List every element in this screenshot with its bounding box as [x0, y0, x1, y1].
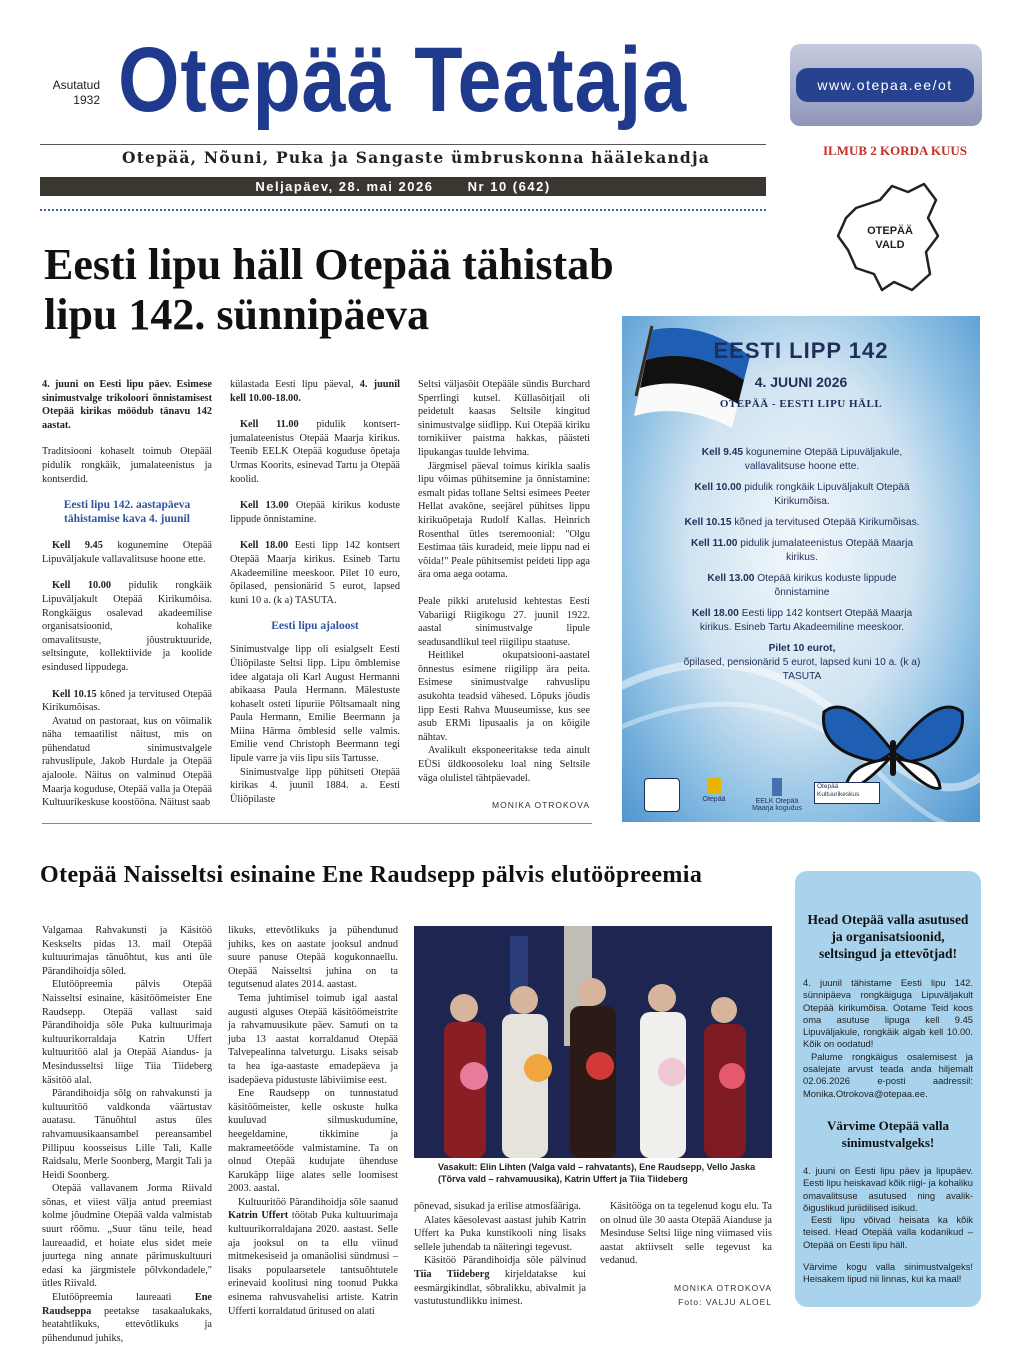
sidebar-text-2: 4. juuni on Eesti lipu päev ja lipupäev. Eesti lipu heiskavad kõik riigi- ja kohaliku omavalitsuse asutused ning avalik-õiguslikud juriidilised isikud. Eesti lipu võivad heisata ka kõik teised. Head Otepää valla kodanikud – Otepää on Eesti lipu häll. Värvime kogu valla sinimustvalgeks! Heisakem lipud nii linnas, kui ka maal! [803, 1165, 973, 1285]
poster-schedule [682, 446, 922, 691]
article2-column-4: Käsitööga on ta tegelenud kogu elu. Ta on olnud üle 30 aasta Otepää Aianduse ja Mesinduse Seltsi liige ning viimased viis aastat aktiivselt selle tegevust ka vedanud. MONIKA OTROKOVA Foto: VALJU ALOEL [600, 1200, 772, 1309]
group-photo-image [414, 926, 772, 1158]
newspaper-subtitle: Otepää, Nõuni, Puka ja Sangaste ümbruskonna häälekandja [122, 148, 711, 167]
coat-of-arms-icon [644, 778, 680, 812]
poster-subtitle: OTEPÄÄ - EESTI LIPU HÄLL [719, 398, 883, 410]
byline: MONIKA OTROKOVA [674, 1282, 772, 1293]
church-logo: EELK Otepää Maarja kogudus [752, 778, 802, 812]
article2-column-1: Valgamaa Rahvakunsti ja Käsitöö Keskselts pidas 13. mail Otepää kultuurimajas tänuõhtut, kus anti üle Pärandihoidja sõled. Elutööpreemia pälvis Otepää Naisseltsi esinaine, käsitöömeister Ene Raudsepp. Otepää vallast said Pärandihoidja sõle Puka kultuurimaja kultuurikorraldaja Katrin Uffert kultuuritöö alal ja Otepää Aiandus- ja Mesindusseltsi liige Tiia Tiideberg käsitöö alal. Pärandihoidja sõlg on rahvakunsti ja kultuuritöö valdkonda väärtustav auatasu. Tänuõhtul astus üles rahvamuusikaansambel pereansambel Pillipuu koosseisus Lille Tali, Kalle Raidsalu, Merle Soonberg, Margit Tali ja Heidi Soonberg. Otepää vallavanem Jorma Riivald sõnas, et viiest välja antud preemiast kolme jõudmine Otepää valda valmistab suurt rõõmu. „Suur tänu teile, head laureaadid, et hoiate elus sidet meie juurtega ning annate pärimuskultuuri edasi ka järgmistele põlvkondadele," ütles Riivald. Elutööpreemia laureaati Ene Raudseppa peetakse tasakaalukaks, heatahtlikuks, ettevõtlikuks ja pühendunud juhiks, [42, 925, 212, 1344]
poster-item: Kell 10.00 pidulik rongkäik Lipuväljakult Otepää Kirikumõisa. [694, 482, 910, 507]
article-column-2: külastada Eesti lipu päeval, 4. juunil kell 10.00-18.00. Kell 11.00 pidulik kontsert-jumalateenistus Otepää Maarja kirikus. Teenib EELK Otepää koguduse õpetaja Urmas Koorits, esinevad Tartu ja Otepää koolid. Kell 13.00 Otepää kirikus koduste lippude õnnistamine. Kell 18.00 Eesti lipp 142 kontsert Otepää Maarja kirikus. Esineb Tartu Akadeemiline meeskoor. Pilet 10 euro, õpilased, pensionärid 5 eurot, lapsed kuni 10 a. (k a) TASUTA. Eesti lipu ajaloost Sinimustvalge lipp oli esialgselt Eesti Üliõpilaste Seltsi lipp. Lipu õmblemise idee algataja oli Karl August Hermanni abikaasa Paula Hermann. Mälestuste kohaselt osteti lipuriie Põltsamaalt ning Paula Hermann, Emilie Beermann ja Miina Härma õmblesid selle valmis. Emilie vend Christoph Beermann tegi lipule varre ja viis lipu siis Tartusse. Sinimustvalge lipp pühitseti Otepää kirikas 4. juunil 1884. a. Eesti Üliõpilaste [230, 379, 401, 805]
schedule-subheading: Eesti lipu 142. aastapäeva tähistamise kava 4. juunil [63, 499, 191, 526]
poster-title: EESTI LIPP 142 [713, 338, 889, 363]
divider [42, 823, 592, 824]
issue-number: Nr 10 (642) [467, 179, 551, 194]
award-photo [414, 926, 772, 1158]
sidebar-heading: Head Otepää valla asutused ja organisatsioonid, seltsingud ja ettevõtjad! [807, 912, 969, 961]
newspaper-title: Otepää Teataja [118, 29, 688, 131]
article-headline: Eesti lipu häll Otepää tähistab lipu 142. sünnipäeva [44, 240, 614, 339]
frequency-label: ILMUB 2 KORDA KUUS [822, 143, 968, 158]
article2-column-2: likuks, ettevõtlikuks ja pühendunud juhiks, kes on aastate jooksul andnud suure panuse Otepää kogukonnaellu. Otepää Naisseltsi juhina on ta tegutsenud alates 2014. aastast. Tema juhtimisel toimub igal aastal augusti alguses Otepää käsitöömeistrite ja rahvamuusikute päev. Samuti on ta juba 13 aastat korraldanud Otepää Talvepealinna talveturgu. Lisaks seisab ta hea iga-aastaste emadepäeva ja isadepäeva pidustuste läbiviimise eest. Ene Raudsepp on tunnustatud käsitöömeister, kelle oskuste hulka kuuluvad silmuskudumine, heegeldamine, tikkimine ja makrameetööde valmistamine. Ta on olnud Otepää kudujate ühenduse Karukäpp liige alates selle loomisest 2003. aastal. Kultuuritöö Pärandihoidja sõle saanud Katrin Uffert töötab Puka kultuurimaja kultuurikorraldajana 2020. aastast. Selle aja jooksul on ta ellu viinud mitmekesiseid ja omanäolisi sündmusi – lisaks populaarsetele tantsuõhtutele erinevaid koolitusi ning toonud Pukka esinema rahvusvahelisi artiste. Katrin Ufferti korraldatud üritused on alati [228, 925, 398, 1317]
dotted-divider [40, 209, 766, 211]
established-label: Asutatud 1932 [52, 78, 100, 107]
sidebar-text: 4. juunil tähistame Eesti lipu 142. sünnipäeva rongkäiguga Lipuväljakult Otepää kirikumõisa. Ootame Teid koos oma asutuse lipuga kell 9.45 Lipuväljakule, rongkäik algab kell 10.00. Kõik on oodatud! Palume rongkäigus osalemisest ja osalejate arvust teada anda hiljemalt 02.06.2026 e-posti aadressil: Monika.Otrokova@otepaa.ee. [803, 977, 973, 1099]
poster-logos [644, 778, 964, 812]
event-poster [622, 316, 980, 822]
poster-date: 4. JUUNI 2026 [754, 374, 848, 390]
history-subheading: Eesti lipu ajaloost [271, 620, 359, 633]
culture-center-logo: Otepää Kultuurikeskus [814, 782, 880, 804]
poster-item: Kell 11.00 pidulik jumalateenistus Otepää Maarja kirikus. [691, 538, 913, 563]
photo-credit: Foto: VALJU ALOEL [678, 1296, 772, 1307]
sidebar-notice [795, 871, 981, 1307]
poster-item: Kell 13.00 Otepää kirikus koduste lippude õnnistamine [707, 573, 897, 598]
photo-caption: Vasakult: Elin Lihten (Valga vald – rahvatants), Ene Raudsepp, Vello Jaska (Tõrva vald – rahvamuusika), Katrin Uffert ja Tiia Tiideberg [438, 1162, 756, 1184]
article2-column-3: põnevad, sisukad ja erilise atmosfääriga. Alates käesolevast aastast juhib Katrin Uffert ka Puka kunstikooli ning lisaks sellele juhendab ta näiteringi tegevust. Käsitöö Pärandihoidja sõle pälvinud Tiia Tiideberg kirjeldatakse kui eesmärgikindlat, sõbralikku, abivalmit ja vastutustundlikku inimest. [414, 1201, 586, 1308]
otepaa-logo: Otepää [694, 778, 734, 803]
date-bar [40, 177, 766, 196]
website-link[interactable]: www.otepaa.ee/ot [796, 68, 974, 102]
divider [40, 144, 766, 145]
poster-item: Kell 18.00 Eesti lipp 142 kontsert Otepää Maarja kirikus. Esineb Tartu Akadeemiline meeskoor. [691, 608, 913, 633]
poster-item: Kell 10.15 kõned ja tervitused Otepää Kirikumõisas. [684, 517, 920, 528]
article2-headline: Otepää Naisseltsi esinaine Ene Raudsepp pälvis elutööpreemia [40, 862, 703, 888]
byline: MONIKA OTROKOVA [492, 800, 590, 811]
issue-date: Neljapäev, 28. mai 2026 [255, 179, 434, 194]
sidebar-heading-2: Värvime Otepää valla sinimustvalgeks! [826, 1118, 950, 1150]
article-column-1: 4. juuni on Eesti lipu päev. Esimese sinimustvalge trikoloori õnnistamisest Otepää kirikas möödub tänavu 142 aastat. Traditsiooni kohaselt toimub Otepääl pidulik rongkäik, jumalateenistus ja kontserdid. Eesti lipu 142. aastapäeva tähistamise kava 4. juunil Kell 9.45 kogunemine Otepää Lipuväljakule vallavalitsuse hoone ette. Kell 10.00 pidulik rongkäik Lipuväljakult Otepää Kirikumõisa. Rongkäigus osalevad akadeemilise organisatsioonid, kohalike omavalitsuste, jõustruktuuride, seltsingute, kollektiivide ja koolide esindused lippudega. Kell 10.15 kõned ja tervitused Otepää Kirikumõisas. Avatud on pastoraat, kus on võimalik näha temaatilist näitust, mis on pühendatud sinimustvalgele rahvuslipule, Jakob Hurdale ja Otepää ajaloole. Näitus on valminud Otepää Maarja koguduse, Otepää valla ja Otepää Kultuurikeskuse koostööna. Näitust saab [42, 379, 212, 809]
poster-item: Kell 9.45 kogunemine Otepää Lipuväljakule, vallavalitsuse hoone ette. [701, 447, 903, 472]
article-column-3: Seltsi väljasõit Otepääle sündis Burchard Sperrlingi kutsel. Küllasõitjail oli peidetult kaasas Seltsile kingitud sinimustvalge siidlipp. Kui Otepää kiriku tornikiiver paistma hakkas, päästeti lipukangas tuulde lehvima. Järgmisel päeval toimus kirikla saalis lipu võimas pühitsemine ja õnnistamine: esmalt pidas tollane Seltsi esimees Peeter Hellat avakõne, seejärel pühitses lippu kirikuõpetaja Rudolf Kallas. Heinrich Rosenthal ütles tseremoonial: "Olgu Eestimaa täis kuradeid, meie lippu nad ei võida!" Peale pühitsemist peideti lipp aga ära oma aega ootama. Peale pikki arutelusid kehtestas Eesti Vabariigi Riigikogu 27. juunil 1922. aastal sinimustvalge lipule seadusandlikul teel riigilipu staatuse. Heitlikel okupatsiooni-aastatel õnnestus esimene riigilipp ära peita. Esimese sinimustvalge rahvuslipu asukohta teadsid vähesed. Lõpuks jõudis lipp Eesti Rahva Muuseumisse, kus see asub ERMi lipusaalis ja on kõigile nähtav. Avalikult eksponeeritakse teda ainult EÜSi üldkoosoleku loal ning Seltsile väga olulistel tähtpäevadel. MONIKA OTROKOVA [418, 378, 590, 813]
poster-ticket: Pilet 10 eurot, õpilased, pensionärid 5 eurot, lapsed kuni 10 a. (k a) TASUTA [683, 643, 921, 682]
parish-map-icon: OTEPÄÄ VALD [834, 178, 944, 301]
